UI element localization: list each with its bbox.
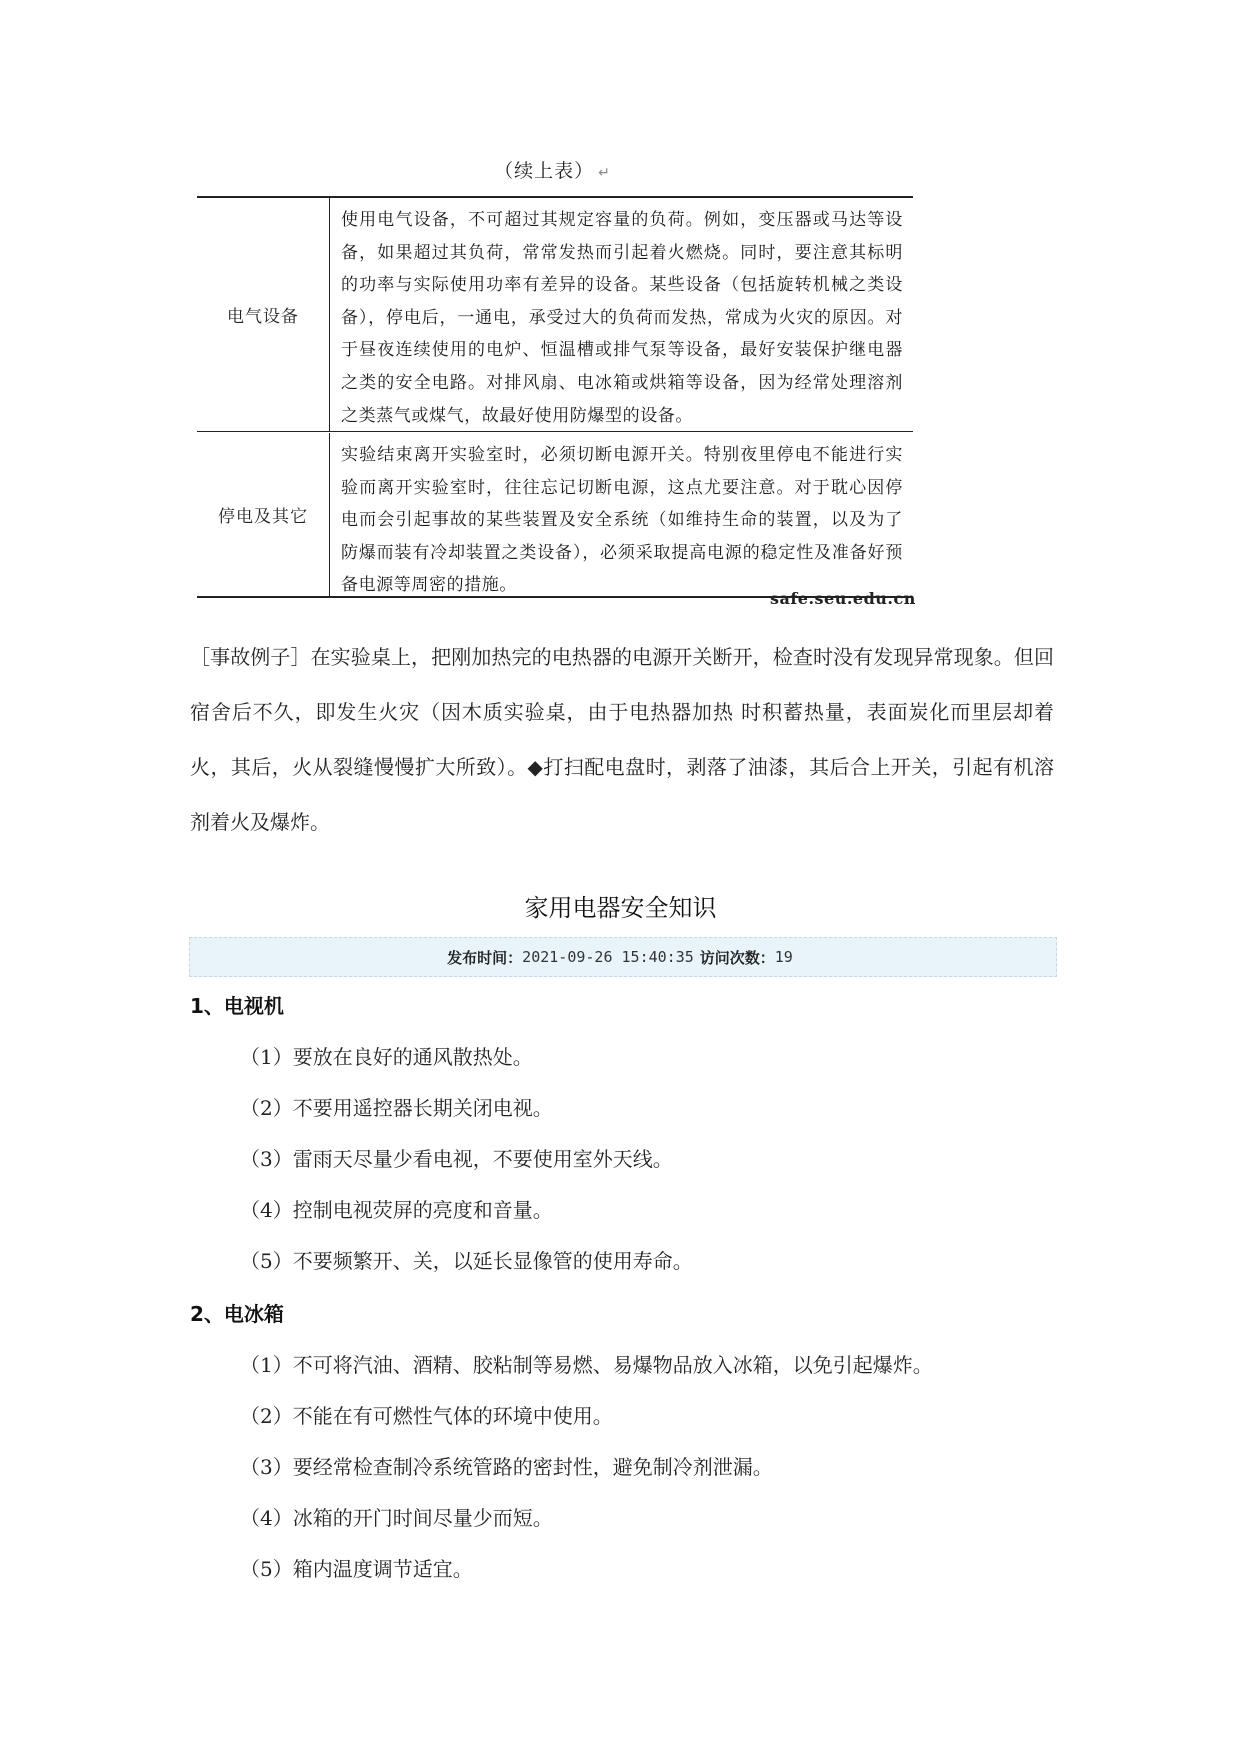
return-mark-icon: ↵ [598,165,611,181]
list-item: （3）雷雨天尽量少看电视，不要使用室外天线。 [240,1147,673,1171]
accident-example-paragraph: ［事故例子］在实验桌上，把刚加热完的电热器的电源开关断开，检查时没有发现异常现象。但回宿舍后不久，即发生火灾（因木质实验桌，由于电热器加热 时积蓄热量，表面炭化而里层却着火，其后，火从裂缝慢慢扩大所致）。◆打扫配电盘时，剥落了油漆，其后合上开关，引起有机溶剂着火及爆炸。 [190,645,1054,834]
source-watermark: safe.seu.edu.cn [770,589,916,608]
list-item: （5）箱内温度调节适宜。 [240,1557,473,1581]
publish-time-label: 发布时间： [447,948,523,967]
list-item: （4）控制电视荧屏的亮度和音量。 [240,1198,553,1222]
table-row [197,198,913,432]
continued-table [197,196,913,598]
list-item: （4）冰箱的开门时间尽量少而短。 [240,1506,553,1530]
visit-count-label: 访问次数： [699,948,775,967]
table-caption [190,156,915,183]
table-row-content: 使用电气设备，不可超过其规定容量的负荷。例如，变压器或马达等设备，如果超过其负荷，常常发热而引起着火燃烧。同时，要注意其标明的功率与实际使用功率有差异的设备。某些设备（包括旋转机械之类设备），停电后，一通电，承受过大的负荷而发热，常成为火灾的原因。对于昼夜连续使用的电炉、恒温槽或排气泵等设备，最好安装保护继电器之类的安全电路。对排风扇、电冰箱或烘箱等设备，因为经常处理溶剂之类蒸气或煤气，故最好使用防爆型的设备。 [341,210,903,426]
list-item: （1）不可将汽油、酒精、胶粘制等易燃、易爆物品放入冰箱，以免引起爆炸。 [240,1353,933,1377]
article-title: 家用电器安全知识 [524,894,717,922]
list-item: （1）要放在良好的通风散热处。 [240,1045,533,1069]
section-heading-fridge: 2、电冰箱 [190,1302,284,1326]
list-item: （5）不要频繁开、关，以延长显像管的使用寿命。 [240,1249,693,1273]
list-item: （3）要经常检查制冷系统管路的密封性，避免制冷剂泄漏。 [240,1455,773,1479]
list-item: （2）不要用遥控器长期关闭电视。 [240,1096,553,1120]
list-item: （2）不能在有可燃性气体的环境中使用。 [240,1404,613,1428]
table-row-header: 停电及其它 [197,433,330,596]
article-meta-bar [189,937,1057,977]
caption-text: （续上表） [494,160,595,182]
table-row [197,433,913,596]
publish-time-value: 2021-09-26 15:40:35 [522,948,694,966]
section-heading-tv: 1、电视机 [190,994,284,1018]
table-row-header: 电气设备 [197,198,330,431]
visit-count-value: 19 [774,948,793,966]
table-row-content: 实验结束离开实验室时，必须切断电源开关。特别夜里停电不能进行实验而离开实验室时，往往忘记切断电源，这点尤要注意。对于耽心因停电而会引起事故的某些装置及安全系统（如维持生命的装置，以及为了防爆而装有冷却装置之类设备），必须采取提高电源的稳定性及准备好预备电源等周密的措施。 [341,445,903,596]
